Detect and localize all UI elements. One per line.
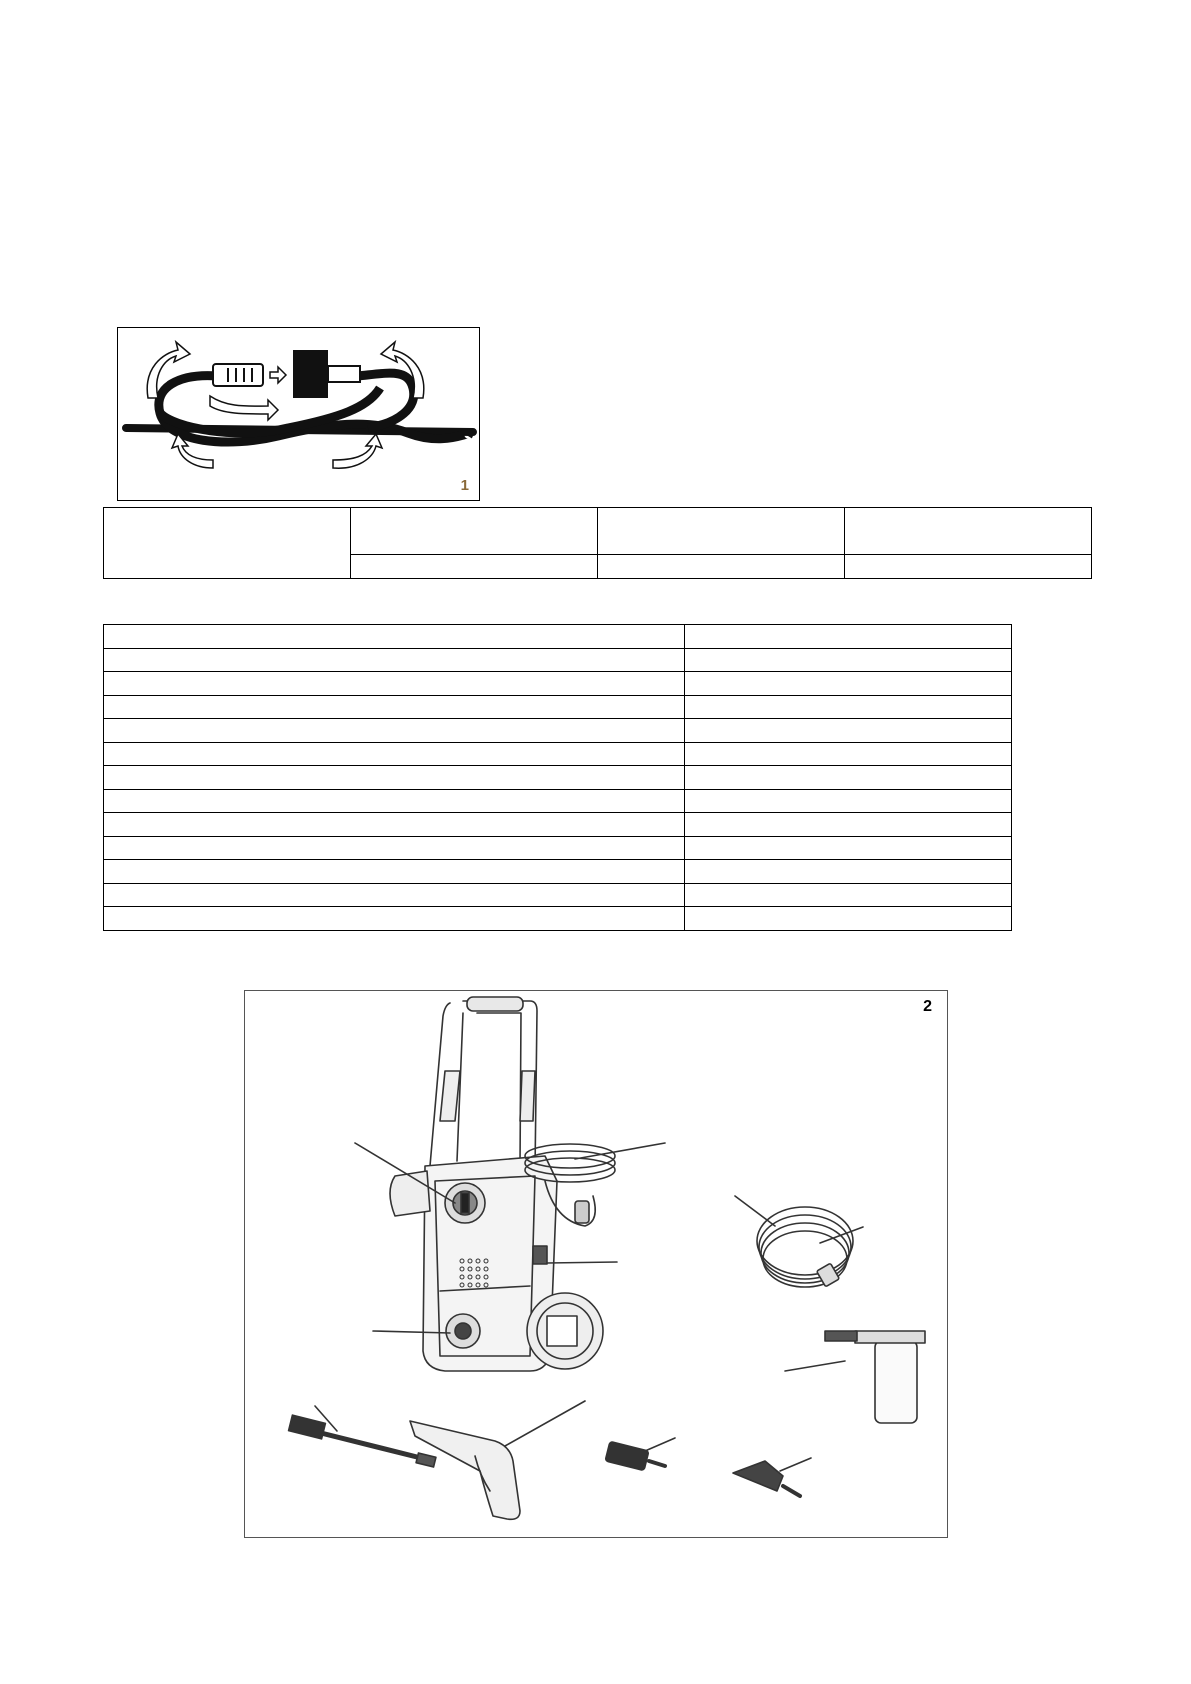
table-row [104, 766, 1012, 790]
table-cell [104, 883, 685, 907]
table-1 [103, 507, 1092, 579]
table-cell [598, 555, 845, 579]
table-cell [685, 719, 1012, 743]
table-cell [104, 625, 685, 649]
table-row [104, 742, 1012, 766]
table-cell [685, 625, 1012, 649]
table-cell [685, 742, 1012, 766]
table-cell [104, 907, 685, 931]
table-row [104, 508, 1092, 555]
table-cell [685, 648, 1012, 672]
table-cell [351, 508, 598, 555]
table-row [104, 836, 1012, 860]
table-cell [685, 813, 1012, 837]
table-cell [104, 742, 685, 766]
table-row [104, 883, 1012, 907]
table-cell [351, 555, 598, 579]
table-row [104, 695, 1012, 719]
table-cell [104, 672, 685, 696]
figure-number: 1 [460, 477, 469, 494]
table-row [104, 813, 1012, 837]
figure-number: 2 [923, 998, 932, 1015]
figure-2-components [244, 990, 948, 1538]
table-row [104, 672, 1012, 696]
table-row [104, 789, 1012, 813]
table-cell [104, 695, 685, 719]
table-2 [103, 624, 1012, 931]
table-cell [104, 789, 685, 813]
cable-knot-strain-relief-icon [118, 328, 481, 502]
table-cell [104, 766, 685, 790]
table-cell [104, 648, 685, 672]
table-cell [685, 836, 1012, 860]
table-cell [598, 508, 845, 555]
table-cell [845, 508, 1092, 555]
table-cell [104, 836, 685, 860]
pressure-washer-components-icon [245, 991, 949, 1539]
table-cell [685, 907, 1012, 931]
table-cell [104, 508, 351, 579]
table-row [104, 719, 1012, 743]
table-cell [845, 555, 1092, 579]
table-cell [685, 789, 1012, 813]
table-row [104, 907, 1012, 931]
table-cell [685, 695, 1012, 719]
table-cell [104, 719, 685, 743]
table-row [104, 648, 1012, 672]
table-cell [104, 860, 685, 884]
figure-1-cable-knot [117, 327, 480, 501]
table-cell [685, 672, 1012, 696]
table-cell [104, 813, 685, 837]
table-row [104, 860, 1012, 884]
table-row [104, 625, 1012, 649]
table-cell [685, 766, 1012, 790]
table-cell [685, 860, 1012, 884]
table-cell [685, 883, 1012, 907]
